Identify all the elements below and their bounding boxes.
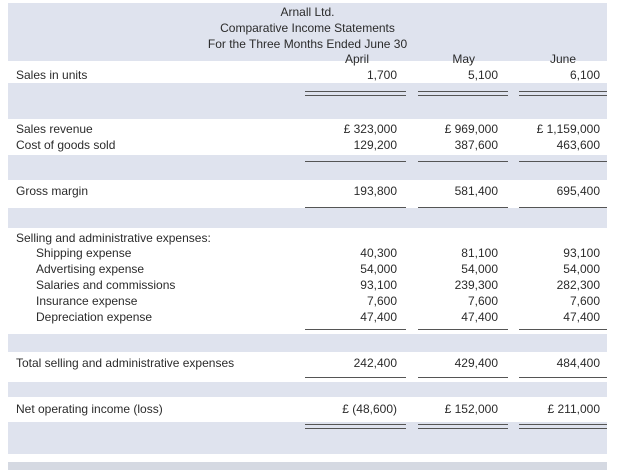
sales-units-label: Sales in units	[16, 68, 88, 82]
cogs-april: 129,200	[353, 138, 397, 152]
advertising-expense-may: 54,000	[461, 262, 498, 276]
advertising-expense-april: 54,000	[360, 262, 397, 276]
spacer-band	[8, 382, 607, 397]
cogs-label: Cost of goods sold	[16, 138, 116, 152]
advertising-expense-june: 54,000	[563, 262, 600, 276]
shipping-expense-may: 81,100	[461, 246, 498, 260]
bottom-bar	[8, 462, 607, 470]
statement-title: Comparative Income Statements	[220, 21, 395, 35]
shipping-expense-june: 93,100	[563, 246, 600, 260]
shipping-expense-april: 40,300	[360, 246, 397, 260]
insurance-expense-label: Insurance expense	[36, 294, 138, 308]
insurance-expense-may: 7,600	[467, 294, 498, 308]
sales-revenue-june: £ 1,159,000	[536, 122, 600, 136]
depreciation-expense-june: 47,400	[563, 310, 600, 324]
rule	[418, 428, 508, 429]
column-header-may: May	[452, 52, 475, 66]
spacer-band	[8, 208, 607, 228]
rule	[305, 91, 406, 92]
net-income-june: £ 211,000	[547, 402, 600, 416]
rule	[418, 377, 508, 378]
rule	[418, 329, 508, 330]
rule	[519, 207, 607, 208]
gross-margin-may: 581,400	[454, 184, 498, 198]
rule	[305, 377, 406, 378]
sales-revenue-april: £ 323,000	[343, 122, 397, 136]
insurance-expense-june: 7,600	[569, 294, 600, 308]
total-sga-june: 484,400	[556, 356, 600, 370]
rule	[418, 95, 508, 96]
rule	[418, 207, 508, 208]
company-name: Arnall Ltd.	[280, 5, 335, 19]
statement-period: For the Three Months Ended June 30	[207, 37, 408, 51]
column-header-april: April	[344, 52, 369, 66]
sales-units-april: 1,700	[366, 68, 397, 82]
cogs-may: 387,600	[454, 138, 498, 152]
salaries-commissions-june: 282,300	[556, 278, 600, 292]
spacer-band	[8, 155, 607, 180]
column-header-june: June	[549, 52, 576, 66]
shipping-expense-label: Shipping expense	[36, 246, 132, 260]
rule	[305, 424, 406, 425]
gross-margin-label: Gross margin	[16, 184, 89, 198]
rule	[418, 161, 508, 162]
rule	[519, 424, 607, 425]
net-income-april: £ (48,600)	[342, 402, 397, 416]
rule	[305, 95, 406, 96]
total-sga-label: Total selling and administrative expenses	[16, 356, 235, 370]
net-income-may: £ 152,000	[444, 402, 498, 416]
sales-revenue-may: £ 969,000	[444, 122, 498, 136]
total-sga-april: 242,400	[353, 356, 397, 370]
sga-heading: Selling and administrative expenses:	[16, 231, 211, 245]
rule	[418, 424, 508, 425]
rule	[519, 329, 607, 330]
depreciation-expense-may: 47,400	[461, 310, 498, 324]
salaries-commissions-april: 93,100	[360, 278, 397, 292]
spacer-band	[8, 422, 607, 454]
rule	[418, 91, 508, 92]
spacer-band	[8, 334, 607, 352]
sales-units-june: 6,100	[569, 68, 600, 82]
rule	[519, 95, 607, 96]
salaries-commissions-label: Salaries and commissions	[36, 278, 176, 292]
advertising-expense-label: Advertising expense	[36, 262, 145, 276]
salaries-commissions-may: 239,300	[454, 278, 498, 292]
rule	[305, 161, 406, 162]
net-income-label: Net operating income (loss)	[16, 402, 163, 416]
spacer-band	[8, 83, 607, 119]
rule	[519, 91, 607, 92]
gross-margin-april: 193,800	[353, 184, 397, 198]
depreciation-expense-label: Depreciation expense	[36, 310, 153, 324]
sales-units-may: 5,100	[467, 68, 498, 82]
sales-revenue-label: Sales revenue	[16, 122, 93, 136]
insurance-expense-april: 7,600	[366, 294, 397, 308]
rule	[305, 207, 406, 208]
gross-margin-june: 695,400	[556, 184, 600, 198]
rule	[305, 329, 406, 330]
rule	[519, 377, 607, 378]
depreciation-expense-april: 47,400	[360, 310, 397, 324]
cogs-june: 463,600	[556, 138, 600, 152]
rule	[305, 428, 406, 429]
total-sga-may: 429,400	[454, 356, 498, 370]
rule	[519, 161, 607, 162]
rule	[519, 428, 607, 429]
